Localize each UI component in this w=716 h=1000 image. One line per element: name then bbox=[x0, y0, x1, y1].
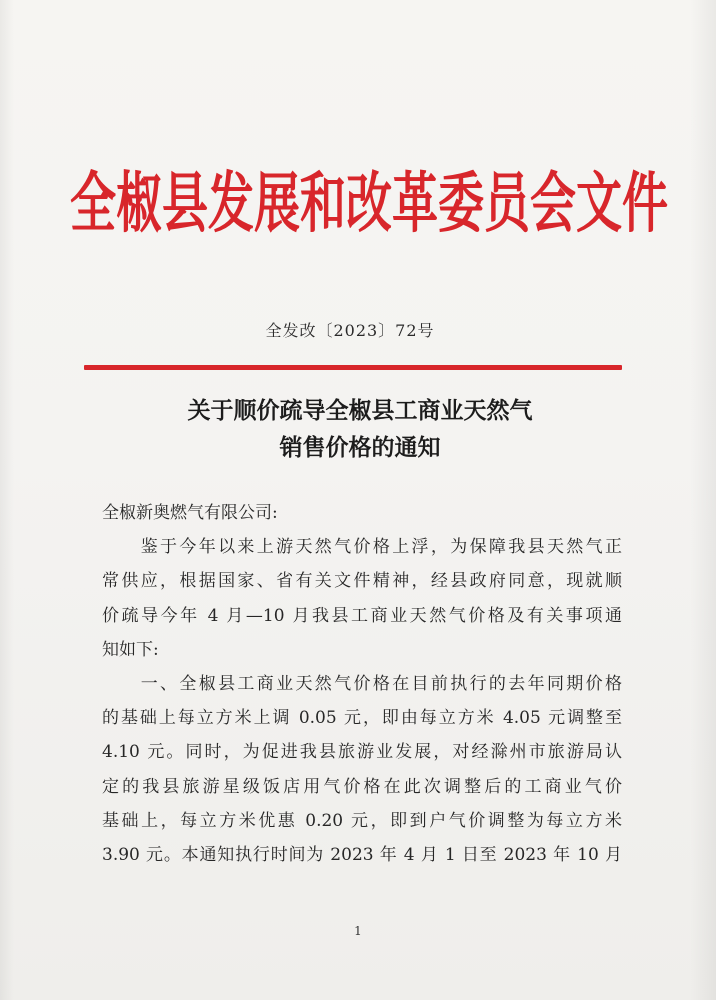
body-line: 鉴于今年以来上游天然气价格上浮，为保障我县天然气正 bbox=[102, 537, 622, 558]
body-line: 的基础上每立方米上调 0.05 元，即由每立方米 4.05 元调整至 bbox=[102, 708, 622, 729]
body-line: 基础上，每立方米优惠 0.20 元，即到户气价调整为每立方米 bbox=[102, 810, 622, 831]
page-edge-shadow bbox=[0, 0, 14, 1000]
body-line: 知如下: bbox=[102, 639, 159, 660]
body-line: 定的我县旅游星级饭店用气价格在此次调整后的工商业气价 bbox=[102, 776, 622, 797]
body-line: 一、全椒县工商业天然气价格在目前执行的去年同期价格 bbox=[102, 673, 622, 694]
body-line: 4.10 元。同时，为促进我县旅游业发展，对经滁州市旅游局认 bbox=[102, 742, 622, 763]
page-fold-shadow bbox=[690, 0, 716, 1000]
notice-title-line: 销售价格的通知 bbox=[279, 434, 441, 461]
notice-title-line: 关于顺价疏导全椒县工商业天然气 bbox=[187, 397, 533, 424]
notice-title bbox=[110, 392, 610, 466]
document-header-title: 全椒县发展和改革委员会文件 bbox=[70, 164, 668, 242]
body-line: 价疏导今年 4 月—10 月我县工商业天然气价格及有关事项通 bbox=[102, 605, 622, 626]
red-divider-line bbox=[84, 365, 622, 370]
body-line: 常供应，根据国家、省有关文件精神，经县政府同意，现就顺 bbox=[102, 571, 622, 592]
body-line: 3.90 元。本通知执行时间为 2023 年 4 月 1 日至 2023 年 10 月 bbox=[102, 844, 622, 865]
page-number: 1 bbox=[354, 924, 362, 938]
notice-body bbox=[102, 496, 622, 872]
addressee-line: 全椒新奥燃气有限公司: bbox=[102, 503, 278, 523]
document-number: 全发改〔2023〕72号 bbox=[265, 321, 435, 340]
